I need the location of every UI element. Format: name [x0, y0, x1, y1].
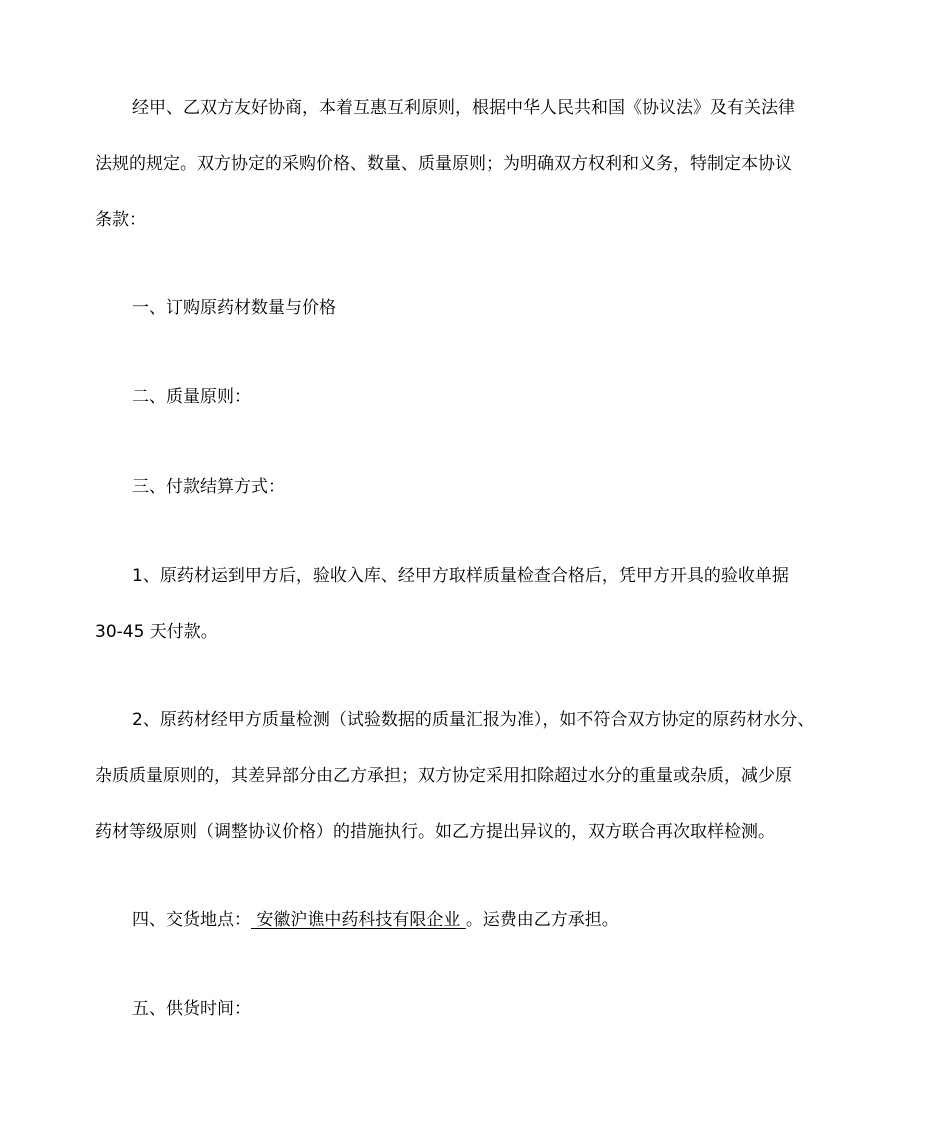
section-3-heading [95, 459, 875, 515]
intro-paragraph [95, 80, 875, 248]
intro-line-2: 法规的规定。双方协定的采购价格、数量、质量原则；为明确双方权利和义务，特制定本协议 [95, 154, 792, 174]
section-5-heading [95, 981, 875, 1037]
intro-line-1: 经甲、乙双方友好协商，本着互惠互利原则，根据中华人民共和国《协议法》及有关法律 [132, 98, 795, 118]
clause-2-paragraph [95, 692, 875, 860]
section-1-text: 一、订购原药材数量与价格 [132, 298, 336, 318]
clause-2-line-1: 2、原药材经甲方质量检测（试验数据的质量汇报为准），如不符合双方协定的原药材水分、 [132, 710, 815, 730]
section-4-paragraph [95, 892, 875, 948]
section-1-heading [95, 280, 875, 336]
section-5-text: 五、供货时间： [132, 999, 251, 1019]
clause-1-line-2: 30-45 天付款。 [95, 622, 218, 642]
section-4-suffix: 。运费由乙方承担。 [465, 910, 619, 930]
section-3-text: 三、付款结算方式： [132, 477, 285, 497]
section-2-text: 二、质量原则： [132, 387, 251, 407]
clause-2-line-2: 杂质质量原则的，其差异部分由乙方承担；双方协定采用扣除超过水分的重量或杂质，减少原 [95, 766, 792, 786]
clause-1-line-1: 1、原药材运到甲方后，验收入库、经甲方取样质量检查合格后，凭甲方开具的验收单据 [132, 566, 789, 586]
section-4-line [95, 892, 875, 948]
section-2-heading [95, 369, 875, 425]
intro-line-3: 条款： [95, 210, 146, 230]
delivery-location: 安徽沪谯中药科技有限企业 [251, 910, 466, 930]
clause-2-line-3: 药材等级原则（调整协议价格）的措施执行。如乙方提出异议的，双方联合再次取样检测。 [95, 822, 775, 842]
clause-1-paragraph [95, 548, 875, 660]
section-4-prefix: 四、交货地点： [132, 910, 251, 930]
